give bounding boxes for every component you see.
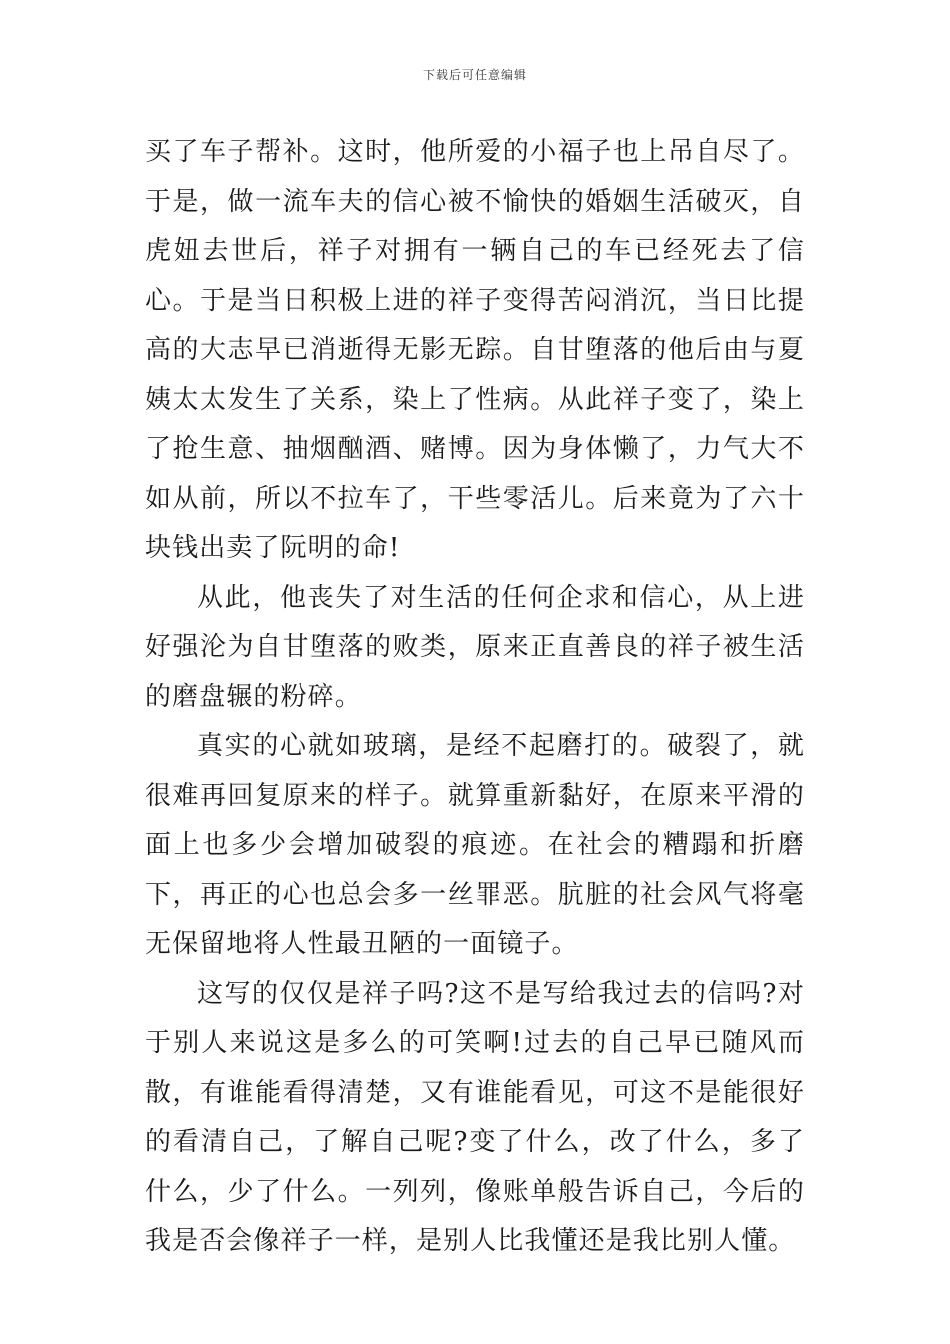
page-header-note: 下载后可任意编辑	[422, 68, 527, 82]
paragraph-1: 买了车子帮补。这时，他所爱的小福子也上吊自尽了。于是，做一流车夫的信心被不愉快的婚姻生活破灭，自虎妞去世后，祥子对拥有一辆自己的车已经死去了信心。于是当日积极上进的祥子变得苦闷消沉，当日比提高的大志早已消逝得无影无踪。自甘堕落的他后由与夏姨太太发生了关系，染上了性病。从此祥子变了，染上了抢生意、抽烟酗酒、赌博。因为身体懒了，力气大不如从前，所以不拉车了，干些零活儿。后来竟为了六十块钱出卖了阮明的命!	[145, 137, 805, 563]
paragraph-4: 这写的仅仅是祥子吗?这不是写给我过去的信吗?对于别人来说这是多么的可笑啊!过去的自己早已随风而散，有谁能看得清楚，又有谁能看见，可这不是能很好的看清自己，了解自己呢?变了什么，改了什么，多了什么，少了什么。一列列，像账单般告诉自己，今后的我是否会像祥子一样，是别人比我懂还是我比别人懂。	[145, 978, 805, 1256]
paragraph-2: 从此，他丧失了对生活的任何企求和信心，从上进好强沦为自甘堕落的败类，原来正直善良的祥子被生活的磨盘辗的粉碎。	[145, 582, 805, 712]
document-body	[145, 128, 805, 1267]
paragraph-3: 真实的心就如玻璃，是经不起磨打的。破裂了，就很难再回复原来的样子。就算重新黏好，在原来平滑的面上也多少会增加破裂的痕迹。在社会的糟蹋和折磨下，再正的心也总会多一丝罪恶。肮脏的社会风气将毫无保留地将人性最丑陋的一面镜子。	[145, 731, 805, 959]
